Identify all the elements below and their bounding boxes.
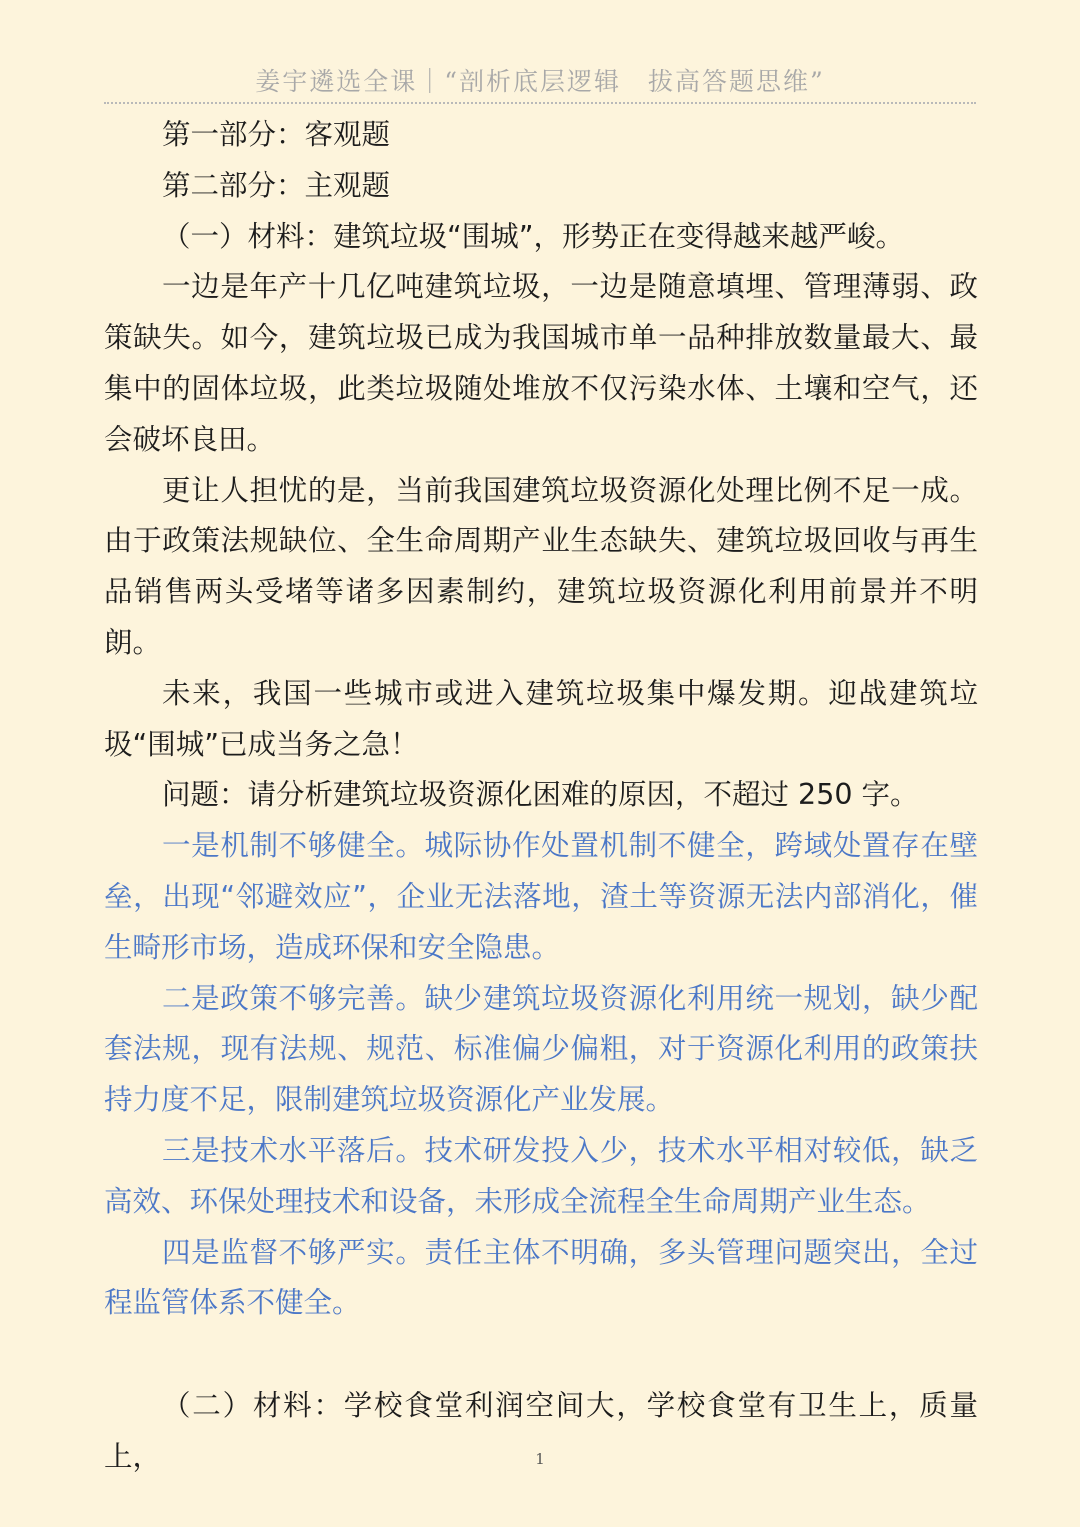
page-number: 1 xyxy=(535,1450,545,1468)
spacer xyxy=(104,1329,978,1381)
material-title-2: （二）材料：学校食堂利润空间大，学校食堂有卫生上，质量上， xyxy=(104,1389,978,1473)
material-paragraph: 一边是年产十几亿吨建筑垃圾，一边是随意填埋、管理薄弱、政策缺失。如今，建筑垃圾已成为我国城市单一品种排放数量最大、最集中的固体垃圾，此类垃圾随处堆放不仅污染水体、土壤和空气，还会破坏良田。 xyxy=(104,270,978,456)
answer-point-supervision: 四是监督不够严实。责任主体不明确，多头管理问题突出，全过程监管体系不健全。 xyxy=(104,1235,978,1320)
section-heading-objective: 第一部分：客观题 xyxy=(162,118,391,151)
page-header: 姜宇遴选全课｜“剖析底层逻辑 拔高答题思维” xyxy=(255,67,825,96)
question-prompt: 问题：请分析建筑垃圾资源化困难的原因，不超过 250 字。 xyxy=(162,778,919,812)
section-heading-subjective: 第二部分：主观题 xyxy=(162,168,391,202)
header-divider xyxy=(104,102,976,104)
document-body xyxy=(104,110,978,1483)
answer-point-policy: 二是政策不够完善。缺少建筑垃圾资源化利用统一规划，缺少配套法规，现有法规、规范、标准偏少偏粗，对于资源化利用的政策扶持力度不足，限制建筑垃圾资源化产业发展。 xyxy=(104,981,978,1117)
material-paragraph: 更让人担忧的是，当前我国建筑垃圾资源化处理比例不足一成。由于政策法规缺位、全生命周期产业生态缺失、建筑垃圾回收与再生品销售两头受堵等诸多因素制约，建筑垃圾资源化利用前景并不明朗。 xyxy=(104,473,978,659)
material-paragraph: 未来，我国一些城市或进入建筑垃圾集中爆发期。迎战建筑垃圾“围城”已成当务之急！ xyxy=(104,676,978,761)
answer-point-technology: 三是技术水平落后。技术研发投入少，技术水平相对较低，缺乏高效、环保处理技术和设备，未形成全流程全生命周期产业生态。 xyxy=(104,1133,978,1218)
material-title-1: （一）材料：建筑垃圾“围城”，形势正在变得越来越严峻。 xyxy=(162,219,905,253)
answer-point-mechanism: 一是机制不够健全。城际协作处置机制不健全，跨域处置存在壁垒，出现“邻避效应”，企业无法落地，渣土等资源无法内部消化，催生畸形市场，造成环保和安全隐患。 xyxy=(104,829,978,964)
